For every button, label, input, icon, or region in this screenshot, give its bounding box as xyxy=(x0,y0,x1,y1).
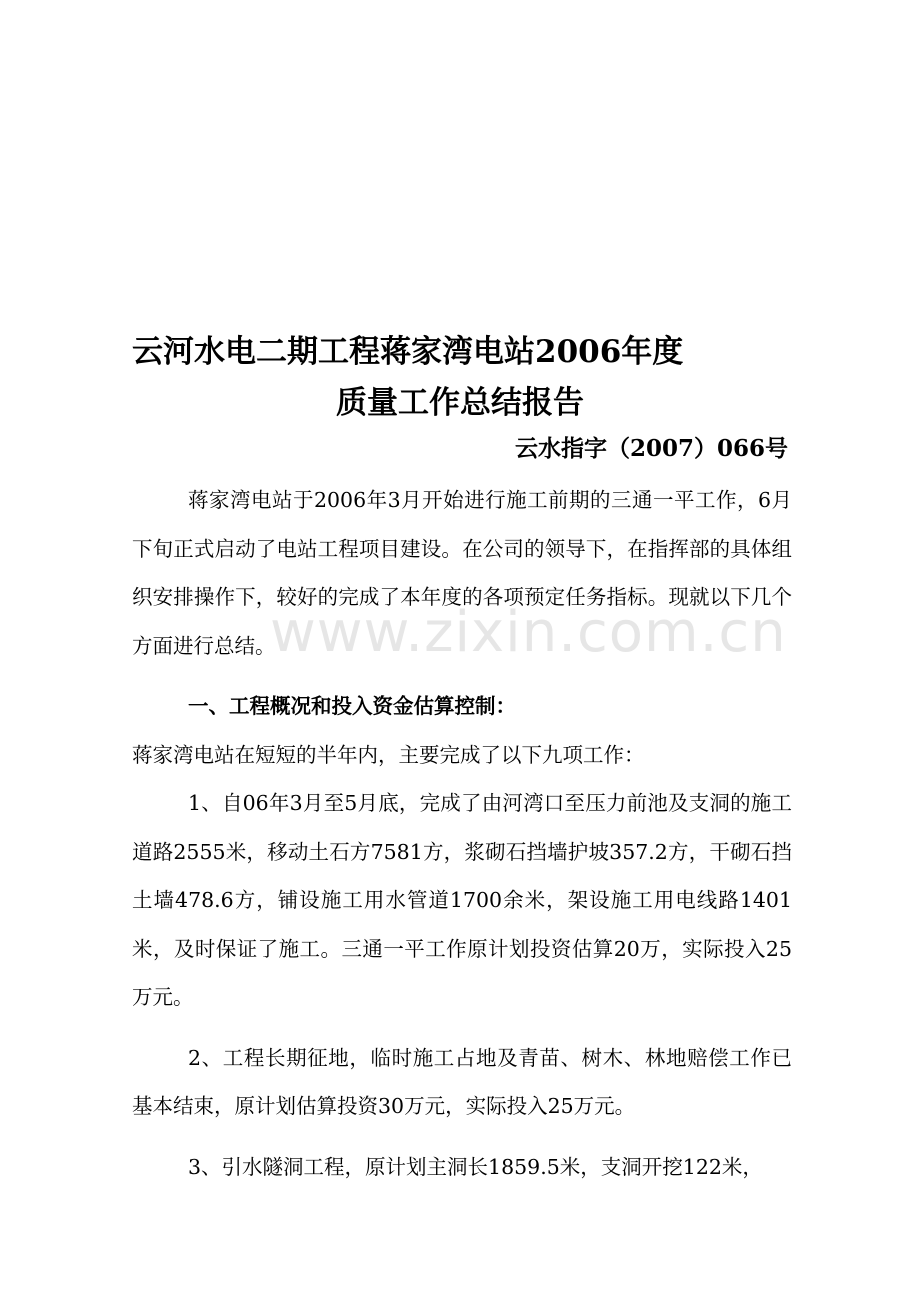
item-1-paragraph: 1、自06年3月至5月底，完成了由河湾口至压力前池及支洞的施工道路2555米，移动土石方7581方，浆砌石挡墙护坡357.2方，干砌石挡土墙478.6方，铺设施工用水管道1700余米，架设施工用电线路1401米，及时保证了施工。三通一平工作原计划投资估算20万，实际投入25万元。 xyxy=(132,791,792,1009)
section-1-heading: 一、工程概况和投入资金估算控制： xyxy=(188,694,516,718)
watermark: www.zixin.com.cn xyxy=(270,600,787,665)
intro-paragraph: 蒋家湾电站于2006年3月开始进行施工前期的三通一平工作，6月下旬正式启动了电站工程项目建设。在公司的领导下，在指挥部的具体组织安排操作下，较好的完成了本年度的各项预定任务指标。现就以下几个方面进行总结。 xyxy=(132,488,792,658)
document-title-line-1: 云河水电二期工程蒋家湾电站2006年度 xyxy=(132,334,684,370)
document-title-line-2: 质量工作总结报告 xyxy=(336,385,584,421)
document-number: 云水指字（2007）066号 xyxy=(514,435,788,462)
item-2-paragraph: 2、工程长期征地，临时施工占地及青苗、树木、林地赔偿工作已基本结束，原计划估算投资30万元，实际投入25万元。 xyxy=(132,1045,792,1118)
document-body xyxy=(132,476,792,1191)
section-1-lead: 蒋家湾电站在短短的半年内，主要完成了以下九项工作： xyxy=(132,742,645,767)
item-3-paragraph: 3、引水隧洞工程，原计划主洞长1859.5米，支洞开挖122米， xyxy=(188,1154,763,1179)
